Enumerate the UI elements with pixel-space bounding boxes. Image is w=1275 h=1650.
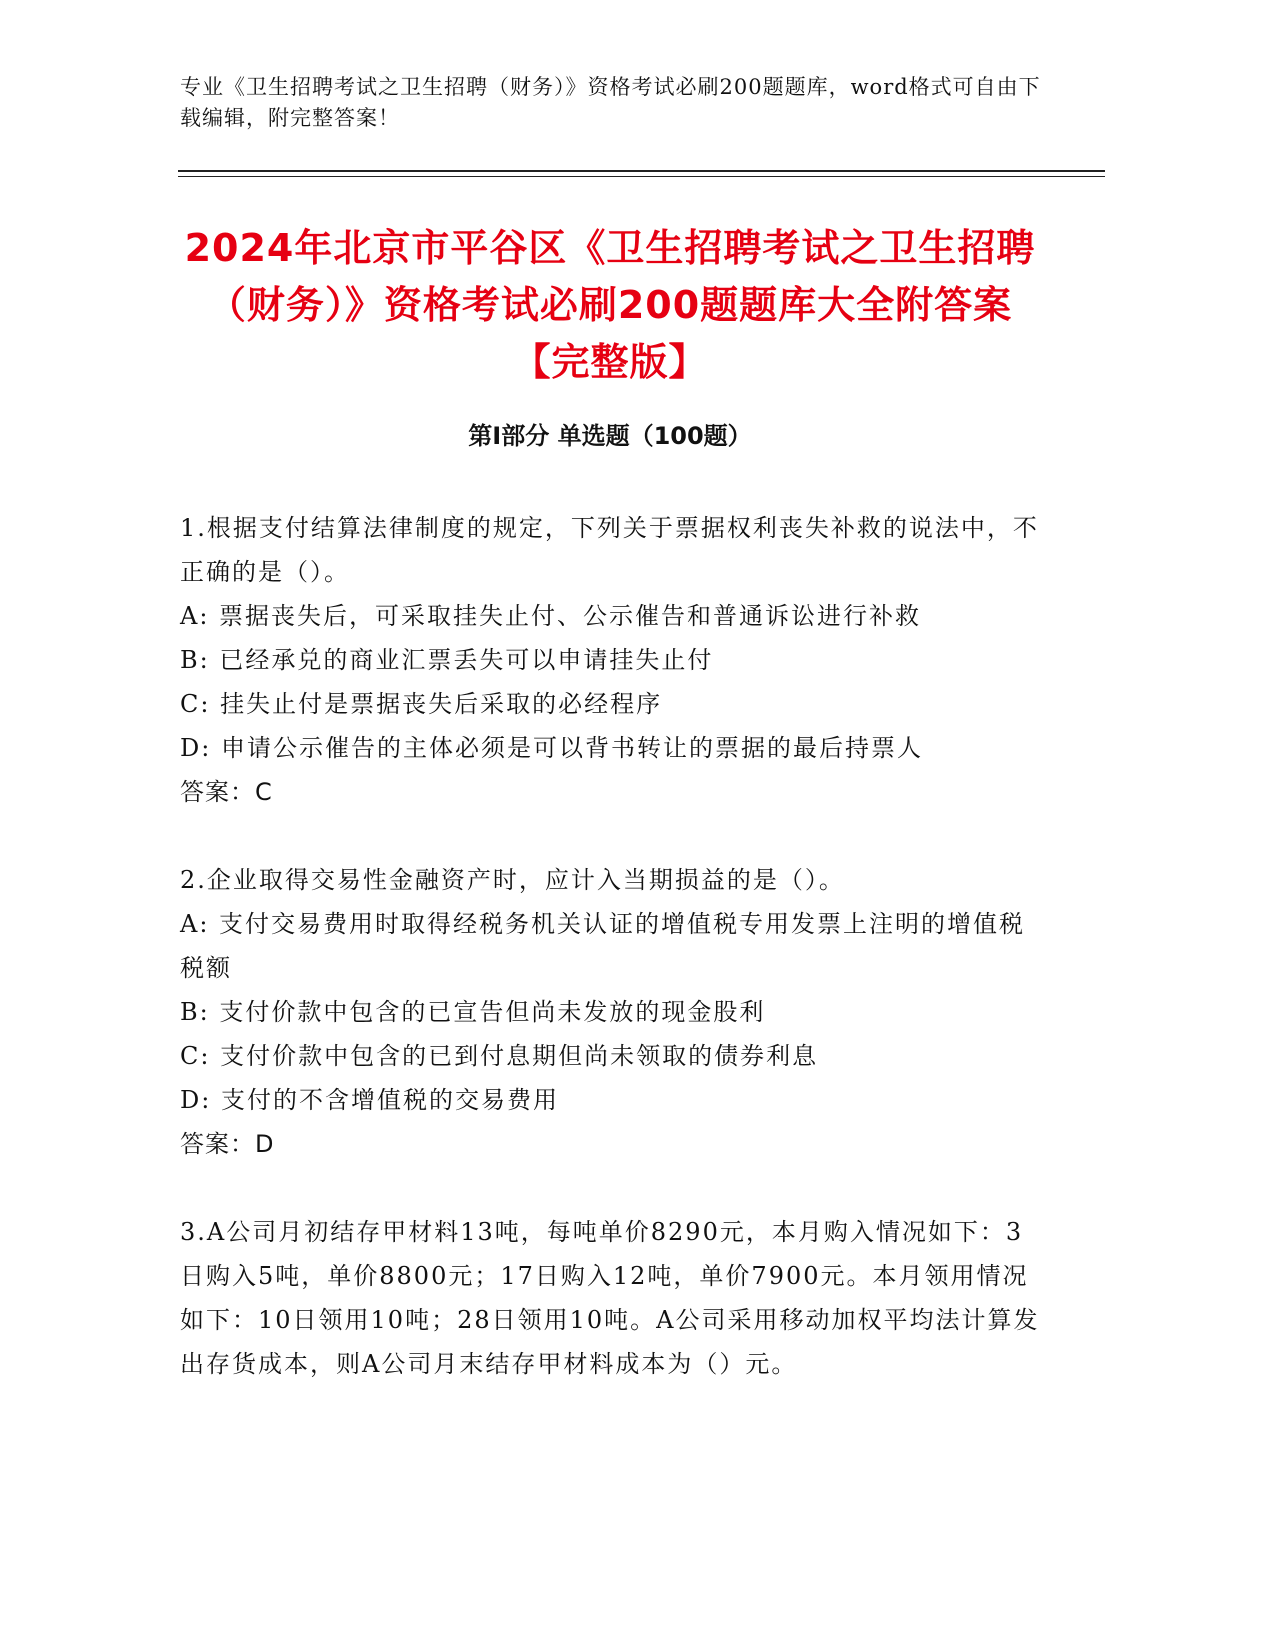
- question-option-c: C: 支付价款中包含的已到付息期但尚未领取的债券利息: [180, 1042, 819, 1070]
- header-rule-thick: [178, 170, 1105, 172]
- header-note: 专业《卫生招聘考试之卫生招聘（财务）》资格考试必刷200题题库，word格式可自由下载编辑，附完整答案！: [180, 75, 1041, 130]
- question-option-b: B: 已经承兑的商业汇票丢失可以申请挂失止付: [180, 646, 714, 674]
- question-option-a: A: 支付交易费用时取得经税务机关认证的增值税专用发票上注明的增值税税额: [180, 910, 1026, 982]
- question-stem: 1.根据支付结算法律制度的规定，下列关于票据权利丧失补救的说法中，不正确的是（）。: [180, 514, 1039, 586]
- question-2: [180, 858, 1040, 1166]
- question-option-d: D: 支付的不含增值税的交易费用: [180, 1086, 559, 1114]
- question-option-a: A: 票据丧失后，可采取挂失止付、公示催告和普通诉讼进行补救: [180, 602, 922, 630]
- question-1: [180, 506, 1040, 814]
- question-option-c: C: 挂失止付是票据丧失后采取的必经程序: [180, 690, 663, 718]
- document-title: 2024年北京市平谷区《卫生招聘考试之卫生招聘（财务）》资格考试必刷200题题库大全附答案【完整版】: [184, 226, 1036, 384]
- section-title: 第I部分 单选题（100题）: [468, 422, 752, 450]
- question-option-b: B: 支付价款中包含的已宣告但尚未发放的现金股利: [180, 998, 766, 1026]
- question-list: [180, 506, 1040, 1430]
- question-stem: 2.企业取得交易性金融资产时，应计入当期损益的是（）。: [180, 866, 845, 894]
- question-answer: 答案：D: [180, 1130, 275, 1158]
- question-option-d: D: 申请公示催告的主体必须是可以背书转让的票据的最后持票人: [180, 734, 923, 762]
- header-rule-thin: [178, 176, 1105, 177]
- question-answer: 答案：C: [180, 778, 273, 806]
- question-3: [180, 1210, 1040, 1386]
- question-stem: 3.A公司月初结存甲材料13吨，每吨单价8290元，本月购入情况如下：3日购入5吨，单价8800元；17日购入12吨，单价7900元。本月领用情况如下：10日领用10吨；28日领用10吨。A公司采用移动加权平均法计算发出存货成本，则A公司月末结存甲材料成本为（）元。: [180, 1218, 1040, 1378]
